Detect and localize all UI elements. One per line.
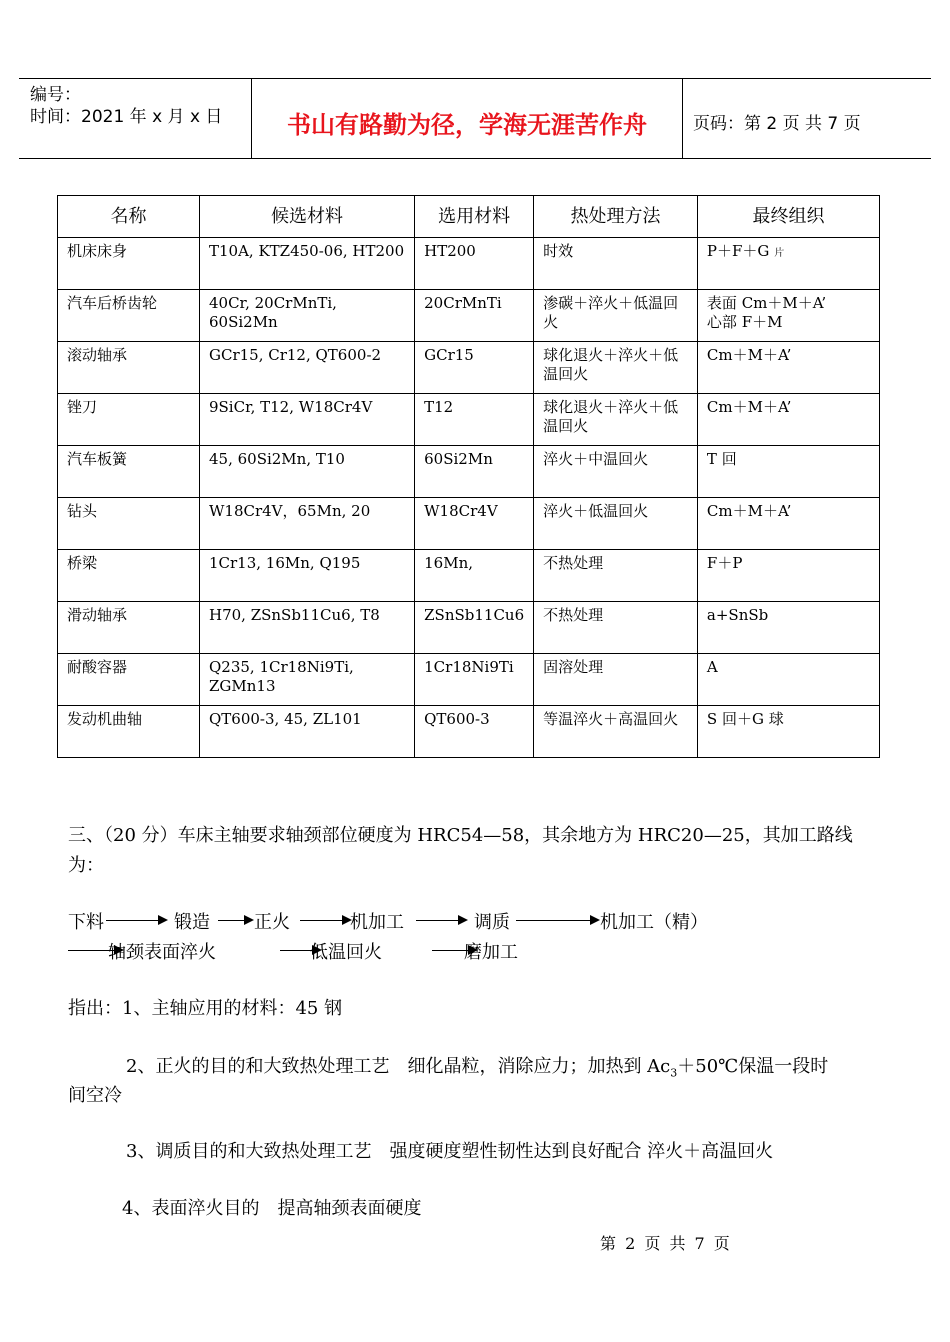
- route-arrow: [300, 920, 350, 921]
- processing-route: [68, 908, 888, 968]
- cell-treatment: 淬火＋中温回火: [534, 446, 698, 498]
- column-header: 热处理方法: [534, 196, 698, 238]
- cell-selected: 16Mn,: [415, 550, 534, 602]
- header-motto: 书山有路勤为径，学海无涯苦作舟: [287, 111, 647, 139]
- cell-name: 汽车后桥齿轮: [58, 290, 200, 342]
- cell-selected: 20CrMnTi: [415, 290, 534, 342]
- cell-structure: [697, 238, 879, 290]
- answer-item-2-text-end: ＋50℃保温一段时: [677, 1056, 829, 1077]
- cell-candidates: GCr15, Cr12, QT600-2: [199, 342, 414, 394]
- materials-table: [57, 195, 880, 758]
- table-row: [58, 498, 880, 550]
- cell-structure: A: [697, 654, 879, 706]
- cell-structure: a+SnSb: [697, 602, 879, 654]
- route-step: 锻造: [174, 912, 210, 933]
- structure-subscript: 片: [774, 248, 785, 259]
- column-header: 选用材料: [415, 196, 534, 238]
- column-header: 候选材料: [199, 196, 414, 238]
- cell-structure: S 回＋G 球: [697, 706, 879, 758]
- table-row: [58, 446, 880, 498]
- cell-selected: GCr15: [415, 342, 534, 394]
- cell-treatment: 渗碳＋淬火＋低温回火: [534, 290, 698, 342]
- cell-treatment: 时效: [534, 238, 698, 290]
- route-step: 下料: [68, 912, 104, 933]
- cell-treatment: 不热处理: [534, 550, 698, 602]
- route-arrow: [106, 920, 166, 921]
- column-header: 名称: [58, 196, 200, 238]
- structure-text: P＋F＋G: [706, 242, 770, 260]
- page-footer: 第 2 页 共 7 页: [600, 1234, 730, 1253]
- header-meta: [30, 84, 222, 128]
- cell-candidates: H70, ZSnSb11Cu6, T8: [199, 602, 414, 654]
- cell-treatment: 等温淬火＋高温回火: [534, 706, 698, 758]
- cell-name: 钻头: [58, 498, 200, 550]
- route-step: 调质: [474, 912, 510, 933]
- table-row: [58, 394, 880, 446]
- table-row: [58, 602, 880, 654]
- cell-structure: Cm＋M＋A’: [697, 498, 879, 550]
- cell-name: 汽车板簧: [58, 446, 200, 498]
- answer-item-2: [126, 1052, 828, 1088]
- cell-selected: 60Si2Mn: [415, 446, 534, 498]
- route-step: 正火: [254, 912, 290, 933]
- table-row: [58, 654, 880, 706]
- cell-selected: W18Cr4V: [415, 498, 534, 550]
- answer-item-1: 指出：1、主轴应用的材料：45 钢: [68, 998, 343, 1019]
- cell-structure: Cm＋M＋A’: [697, 394, 879, 446]
- structure-text: 表面 Cm＋M＋A’: [706, 294, 827, 312]
- answer-item-2-subscript: 3: [670, 1066, 678, 1080]
- document-number-label: 编号：: [30, 85, 81, 105]
- page-header: [19, 78, 931, 159]
- table-row: [58, 706, 880, 758]
- table-row: [58, 550, 880, 602]
- cell-candidates: W18Cr4V，65Mn, 20: [199, 498, 414, 550]
- route-step: 机加工（精）: [600, 912, 708, 933]
- cell-selected: QT600-3: [415, 706, 534, 758]
- route-step: 磨加工: [464, 942, 518, 963]
- header-divider: [682, 79, 683, 158]
- answer-item-2-continued: 间空冷: [68, 1085, 122, 1106]
- route-step: 机加工: [350, 912, 404, 933]
- cell-candidates: 40Cr, 20CrMnTi, 60Si2Mn: [199, 290, 414, 342]
- structure-text-core: 心部 F＋M: [706, 313, 783, 331]
- column-header: 最终组织: [697, 196, 879, 238]
- cell-treatment: 不热处理: [534, 602, 698, 654]
- cell-structure: Cm＋M＋A’: [697, 342, 879, 394]
- answer-item-4: 4、表面淬火目的 提高轴颈表面硬度: [122, 1198, 422, 1219]
- route-step: 轴颈表面淬火: [108, 942, 216, 963]
- document-time-label: 时间：2021 年 x 月 x 日: [30, 107, 223, 127]
- route-arrow: [516, 920, 598, 921]
- cell-candidates: T10A, KTZ450-06, HT200: [199, 238, 414, 290]
- cell-structure: F＋P: [697, 550, 879, 602]
- cell-name: 锉刀: [58, 394, 200, 446]
- cell-selected: T12: [415, 394, 534, 446]
- cell-structure: [697, 290, 879, 342]
- question-3-line-2: 为：: [68, 855, 104, 876]
- cell-name: 发动机曲轴: [58, 706, 200, 758]
- cell-treatment: 淬火＋低温回火: [534, 498, 698, 550]
- table-row: [58, 290, 880, 342]
- cell-treatment: 球化退火＋淬火＋低温回火: [534, 342, 698, 394]
- answer-item-2-text: 2、正火的目的和大致热处理工艺 细化晶粒，消除应力；加热到 Ac: [126, 1056, 671, 1077]
- table-row: [58, 342, 880, 394]
- cell-name: 桥梁: [58, 550, 200, 602]
- cell-name: 耐酸容器: [58, 654, 200, 706]
- cell-name: 滚动轴承: [58, 342, 200, 394]
- cell-candidates: Q235, 1Cr18Ni9Ti, ZGMn13: [199, 654, 414, 706]
- cell-name: 机床床身: [58, 238, 200, 290]
- cell-candidates: 1Cr13, 16Mn, Q195: [199, 550, 414, 602]
- cell-structure: T 回: [697, 446, 879, 498]
- cell-treatment: 固溶处理: [534, 654, 698, 706]
- route-arrow: [218, 920, 252, 921]
- cell-treatment: 球化退火＋淬火＋低温回火: [534, 394, 698, 446]
- cell-candidates: 45, 60Si2Mn, T10: [199, 446, 414, 498]
- cell-name: 滑动轴承: [58, 602, 200, 654]
- cell-selected: HT200: [415, 238, 534, 290]
- header-page-number: 页码：第 2 页 共 7 页: [693, 114, 861, 134]
- answer-item-3: 3、调质目的和大致热处理工艺 强度硬度塑性韧性达到良好配合 淬火＋高温回火: [126, 1141, 774, 1162]
- table-row: [58, 238, 880, 290]
- table-header-row: [58, 196, 880, 238]
- route-step: 低温回火: [310, 942, 382, 963]
- cell-selected: 1Cr18Ni9Ti: [415, 654, 534, 706]
- cell-candidates: QT600-3, 45, ZL101: [199, 706, 414, 758]
- question-3-line-1: 三、（20 分）车床主轴要求轴颈部位硬度为 HRC54—58，其余地方为 HRC20—25，其加工路线: [68, 825, 853, 846]
- route-arrow: [416, 920, 466, 921]
- cell-selected: ZSnSb11Cu6: [415, 602, 534, 654]
- cell-candidates: 9SiCr, T12, W18Cr4V: [199, 394, 414, 446]
